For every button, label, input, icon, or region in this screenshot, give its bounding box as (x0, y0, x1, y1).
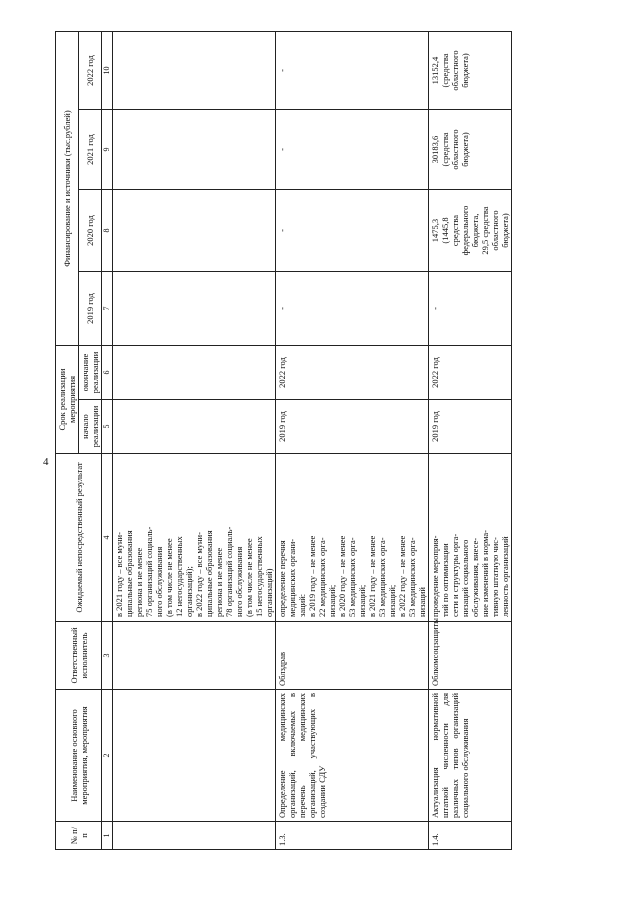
row-funding-2020: 1475,3 (1445,8 средства федерального бюджета, 29,5 средства областного бюджета) (428, 190, 511, 272)
table-row (112, 32, 275, 850)
header-period-start: начало реализации (79, 400, 102, 454)
row-activity-name: Определение медицинских организаций, включаемых в перечень медицинских организаций, участвующих в создании СДУ (275, 690, 428, 822)
column-number: 4 (102, 454, 112, 622)
rotated-table-container (55, 31, 512, 850)
header-result: Ожидаемый непосредственный результат (56, 454, 102, 622)
row-num (112, 822, 275, 850)
column-number-row (102, 32, 112, 850)
row-start (112, 400, 275, 454)
row-executor: Облкомсоцзащиты (428, 622, 511, 690)
header-row-1 (56, 32, 79, 850)
row-expected-result: в 2021 году – все муни- ципальные образования региона и не менее 75 организаций социаль- ного обслуживания (в том числе не менее 12 негосударственных организаций); в 2022 году – все муни- ципальные образования региона и не менее 78 организаций социаль- ного обслуживания (в том числе не менее 15 негосударственных организаций) (112, 454, 275, 622)
column-number: 1 (102, 822, 112, 850)
row-funding-2021: - (275, 110, 428, 190)
table-row (428, 32, 511, 850)
row-start: 2019 год (428, 400, 511, 454)
column-number: 9 (102, 110, 112, 190)
column-number: 10 (102, 32, 112, 110)
row-funding-2022: 13152,4 (средства областного бюджета) (428, 32, 511, 110)
header-year-2022: 2022 год (79, 32, 102, 110)
row-funding-2019: - (275, 272, 428, 346)
row-end (112, 346, 275, 400)
column-number: 8 (102, 190, 112, 272)
header-period-end: окончание реализации (79, 346, 102, 400)
row-executor: Облздрав (275, 622, 428, 690)
row-executor (112, 622, 275, 690)
row-num: 1.3. (275, 822, 428, 850)
row-funding-2022 (112, 32, 275, 110)
row-activity-name: Актуализация нормативной штатной численности для различных типов организаций социального обслуживания (428, 690, 511, 822)
column-number: 6 (102, 346, 112, 400)
table-row (275, 32, 428, 850)
page-number: 4 (43, 456, 49, 468)
row-num: 1.4. (428, 822, 511, 850)
row-funding-2020: - (275, 190, 428, 272)
header-funding: Финансирование и источники (тыс.рублей) (56, 32, 79, 346)
row-start: 2019 год (275, 400, 428, 454)
header-name: Наименование основного мероприятия, мероприятия (56, 690, 102, 822)
column-number: 5 (102, 400, 112, 454)
column-number: 3 (102, 622, 112, 690)
row-funding-2020 (112, 190, 275, 272)
program-activities-table (55, 31, 512, 850)
header-num: № п/п (56, 822, 102, 850)
column-number: 2 (102, 690, 112, 822)
column-number: 7 (102, 272, 112, 346)
row-end: 2022 год (275, 346, 428, 400)
row-funding-2019 (112, 272, 275, 346)
row-funding-2021 (112, 110, 275, 190)
row-funding-2019: - (428, 272, 511, 346)
row-expected-result: определение перечня медицинских органи- заций: в 2019 году – не менее 22 медицинских орга- низаций; в 2020 году – не менее 53 медицинских орга- низаций; в 2021 году – не менее 53 медицинских орга- низаций; в 2022 году – не менее 53 медицинских орга- низаций (275, 454, 428, 622)
row-expected-result: проведение мероприя- тий по оптимизации сети и структуры орга- низаций социального обслуживания, внесе- ние изменений в норма- тивную штатную чис- ленность организаций (428, 454, 511, 622)
row-funding-2021: 30183,6 (средства областного бюджета) (428, 110, 511, 190)
header-period: Срок реализации мероприятия (56, 346, 79, 454)
header-year-2021: 2021 год (79, 110, 102, 190)
header-year-2020: 2020 год (79, 190, 102, 272)
row-end: 2022 год (428, 346, 511, 400)
row-funding-2022: - (275, 32, 428, 110)
header-executor: Ответственный исполнитель (56, 622, 102, 690)
row-activity-name (112, 690, 275, 822)
header-year-2019: 2019 год (79, 272, 102, 346)
